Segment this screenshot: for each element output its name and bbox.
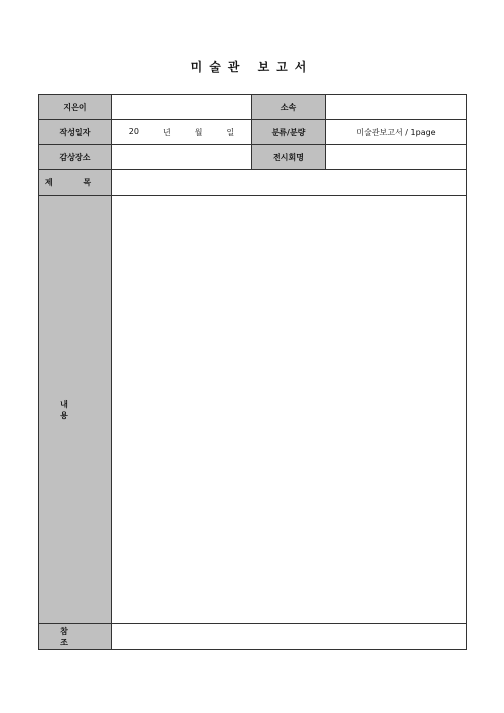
date-label: 작성일자 bbox=[39, 120, 112, 145]
reference-label: 참 조 bbox=[39, 624, 112, 650]
date-year: 20 bbox=[128, 126, 139, 136]
author-label: 지은이 bbox=[39, 95, 112, 120]
exhibition-label: 전시회명 bbox=[252, 145, 326, 170]
exhibition-field[interactable] bbox=[326, 145, 467, 170]
form-row-venue bbox=[39, 145, 467, 170]
content-label: 내 용 bbox=[39, 196, 112, 624]
venue-field[interactable] bbox=[112, 145, 252, 170]
category-field[interactable]: 미술관보고서 / 1page bbox=[326, 120, 467, 145]
form-row-subject bbox=[39, 170, 467, 196]
reference-field[interactable] bbox=[112, 624, 467, 650]
form-row-author bbox=[39, 95, 467, 120]
form-row-date bbox=[39, 120, 467, 145]
category-label: 분류/분량 bbox=[252, 120, 326, 145]
author-field[interactable] bbox=[112, 95, 252, 120]
affiliation-field[interactable] bbox=[326, 95, 467, 120]
document-title: 미술관 보고서 bbox=[190, 60, 314, 74]
date-month-unit: 월 bbox=[194, 127, 203, 137]
date-year-unit: 년 bbox=[162, 127, 171, 137]
content-field[interactable] bbox=[112, 196, 467, 624]
date-field[interactable] bbox=[112, 120, 252, 145]
venue-label: 감상장소 bbox=[39, 145, 112, 170]
subject-field[interactable] bbox=[112, 170, 467, 196]
date-day-unit: 일 bbox=[226, 127, 235, 137]
form-row-content bbox=[39, 196, 467, 624]
report-form bbox=[38, 94, 467, 650]
affiliation-label: 소속 bbox=[252, 95, 326, 120]
form-row-reference bbox=[39, 624, 467, 650]
subject-label: 제 목 bbox=[39, 170, 112, 196]
